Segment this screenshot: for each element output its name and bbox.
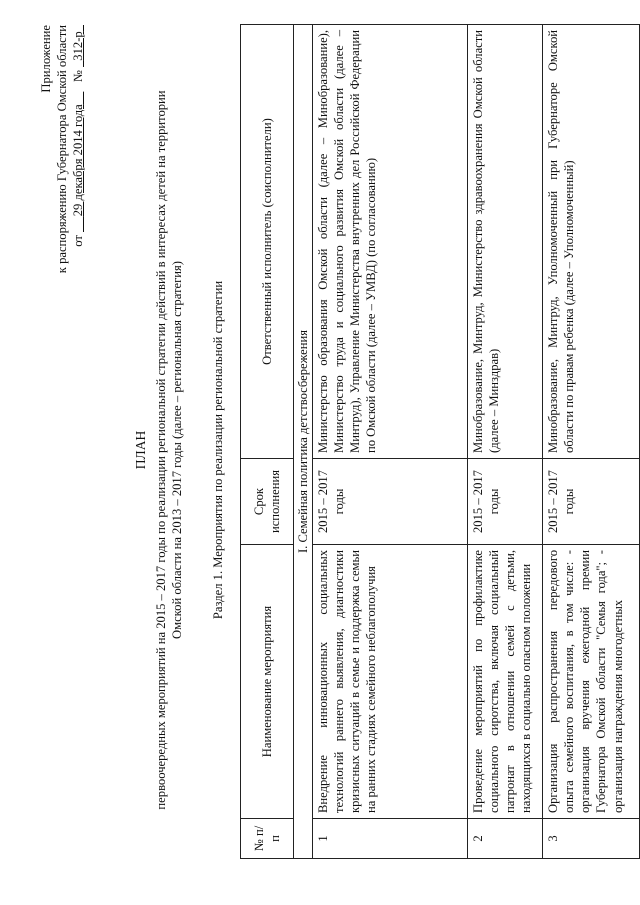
row-name: Организация распространения передового опыта семейного воспитания, в том числе: - организация вручения ежегодной премии Губернатора Омской области "Семья года"; - организация награждения многодетных — [543, 545, 640, 819]
appendix-block — [38, 25, 86, 273]
row-num: 1 — [313, 819, 468, 859]
appendix-order-ref: к распоряжению Губернатора Омской области — [55, 25, 70, 274]
section-title: Раздел 1. Мероприятия по реализации региональной стратегии — [211, 280, 225, 620]
row-resp: Минобразование, Минтруд, Министерство здравоохранения Омской области (далее – Минздрав) — [468, 25, 543, 459]
plan-title: ПЛАН — [133, 430, 148, 470]
row-num: 3 — [543, 819, 640, 859]
row-resp: Министерство образования Омской области (далее – Минобразование), Министерство труда и социального развития Омской области (далее – Минтруд), Управление Министерства внутренних дел Российской Федерации по Омской области (далее – УМВД) (по согласованию) — [313, 25, 468, 459]
subsection-title: I. Семейная политика детствосбережения — [294, 25, 313, 859]
table-row — [543, 25, 640, 859]
row-num: 2 — [468, 819, 543, 859]
table-subsection-row — [294, 25, 313, 859]
appendix-date-line — [70, 25, 86, 273]
table-row — [468, 25, 543, 859]
row-term: 2015 – 2017 годы — [313, 459, 468, 545]
table-row — [313, 25, 468, 859]
appendix-number-sign: № — [71, 70, 86, 83]
table-header-row — [241, 25, 294, 859]
appendix-label: Приложение — [39, 25, 53, 93]
header-resp: Ответственный исполнитель (соисполнители) — [241, 25, 294, 459]
row-term: 2015 – 2017 годы — [468, 459, 543, 545]
plan-subtitle: первоочередных мероприятий на 2015 – 2017 годы по реализации региональной стратегии действий в интересах детей на территории Омской области на 2013 – 2017 годы (далее – региональная стратегия) — [154, 90, 185, 810]
appendix-date: 29 декабря 2014 года — [71, 104, 86, 217]
document-page — [20, 15, 625, 885]
row-name: Внедрение инновационных социальных технологий раннего выявления, диагностики кризисных ситуаций в семье и поддержка семьи на ранних стадиях семейного неблагополучия — [313, 545, 468, 819]
header-num: № п/п — [241, 819, 294, 859]
header-name: Наименование мероприятия — [241, 545, 294, 819]
appendix-from: от — [71, 235, 86, 247]
appendix-number: 312-р — [71, 31, 86, 61]
row-term: 2015 – 2017 годы — [543, 459, 640, 545]
header-term: Срок исполнения — [241, 459, 294, 545]
row-resp: Минобразование, Минтруд, Уполномоченный при Губернаторе Омской области по правам ребенка (далее – Уполномоченный) — [543, 25, 640, 459]
plan-table — [240, 24, 640, 859]
row-name: Проведение мероприятий по профилактике социального сиротства, включая социальный патронат в отношении семей с детьми, находящихся в социально опасном положении — [468, 545, 543, 819]
